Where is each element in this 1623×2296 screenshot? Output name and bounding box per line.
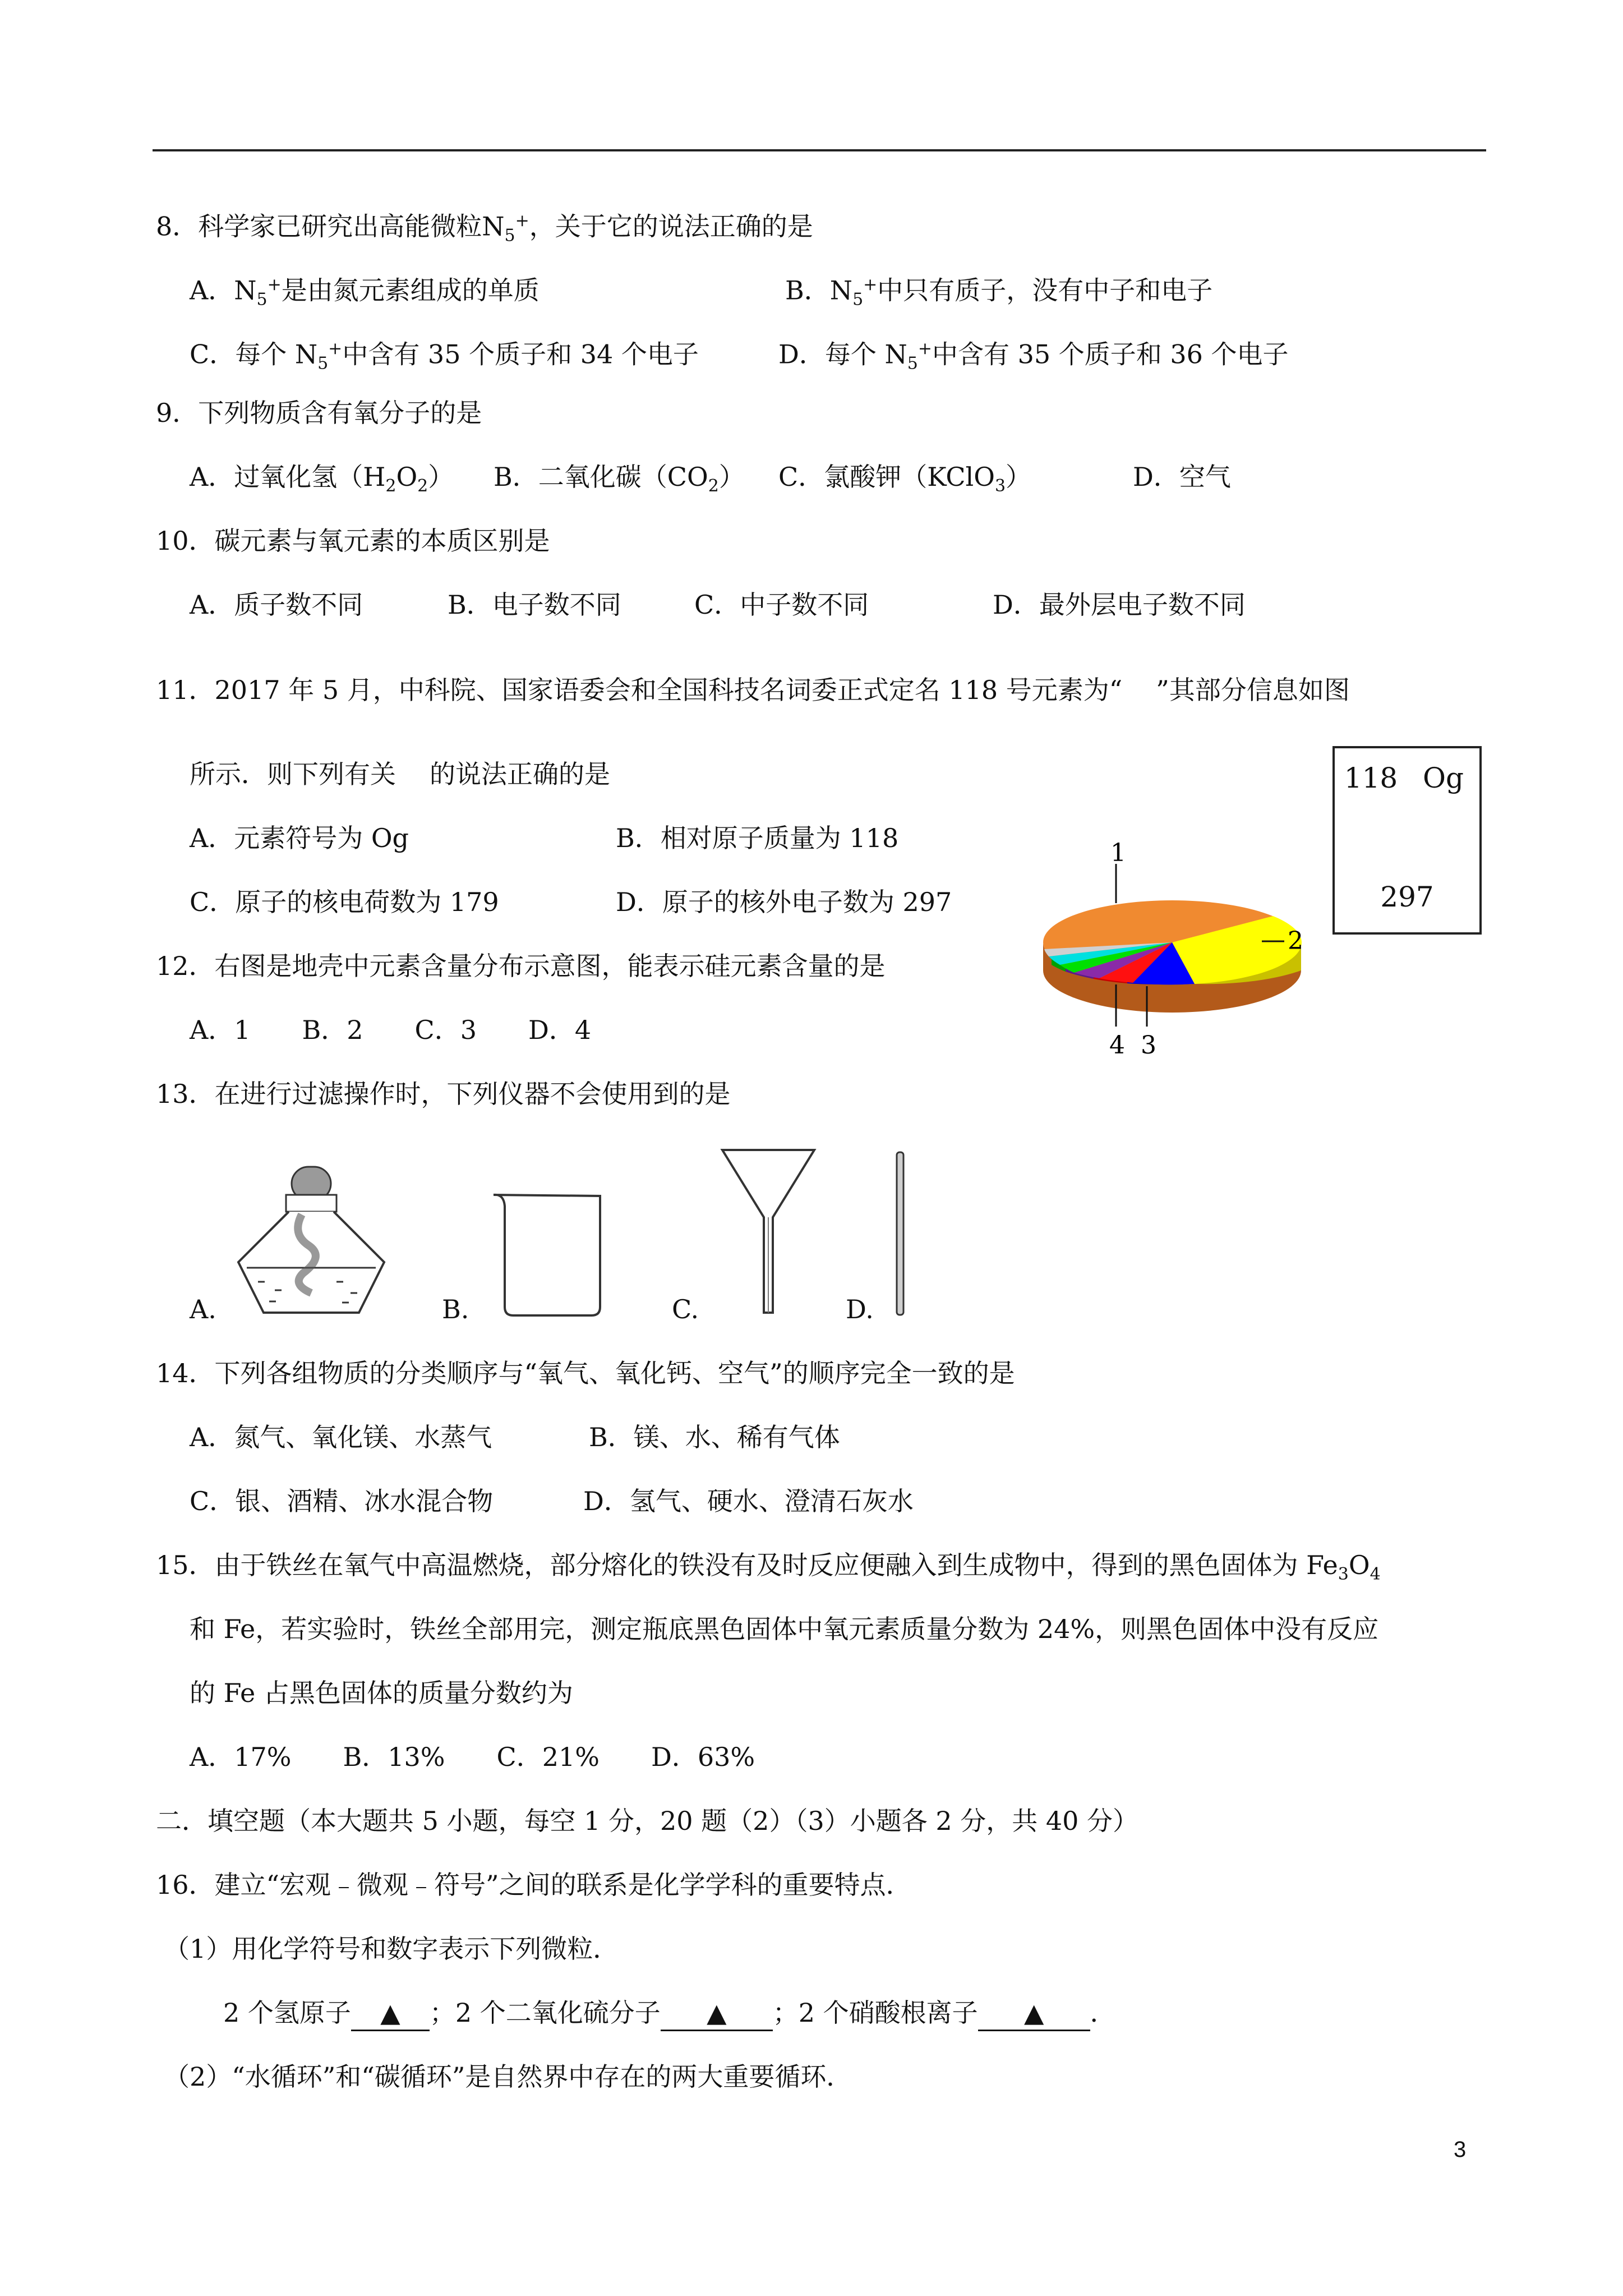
q8-option-d: D．每个 $N_5^+$中含有 35 个质子和 36 个电子 — [778, 339, 1289, 374]
q10-option-a: A．质子数不同 — [190, 590, 363, 620]
beaker-illustration — [488, 1189, 617, 1318]
q11-option-b: B．相对原子质量为 118 — [616, 823, 899, 853]
q13-option-c: C. — [672, 1294, 699, 1324]
answer-blank-1[interactable]: ▲ — [351, 1996, 430, 2031]
pie-label-2: 2 — [1288, 927, 1303, 955]
atomic-number: 118 — [1344, 762, 1398, 794]
q14-option-b: B．镁、水、稀有气体 — [589, 1422, 840, 1452]
answer-blank-2[interactable]: ▲ — [661, 1996, 773, 2031]
q14-option-a: A．氮气、氧化镁、水蒸气 — [190, 1422, 492, 1452]
q16-part1: （1）用化学符号和数字表示下列微粒． — [164, 1934, 619, 1964]
q9-option-b: B．二氧化碳$(CO_2)$ — [494, 462, 745, 496]
pie-label-3: 3 — [1141, 1031, 1156, 1060]
pie-label-1: 1 — [1110, 841, 1126, 867]
q14-option-c: C．银、酒精、冰水混合物 — [190, 1486, 494, 1516]
q11-option-a: A．元素符号为 Og — [190, 823, 409, 853]
q9-option-d: D．空气 — [1133, 462, 1231, 492]
crust-element-pie-chart — [1026, 841, 1318, 1088]
q12-options: A．1 B．2 C．3 D．4 — [190, 1015, 592, 1045]
answer-blank-3[interactable]: ▲ — [978, 1996, 1090, 2031]
q14-stem: 14．下列各组物质的分类顺序与“氧气、氧化钙、空气”的顺序完全一致的是 — [156, 1358, 1015, 1388]
q9-option-c: C．氯酸钾（KClO$_3$） — [778, 462, 1032, 496]
glass-rod-illustration — [892, 1150, 909, 1318]
page-number: 3 — [1454, 2137, 1467, 2162]
q12-stem: 12．右图是地壳中元素含量分布示意图，能表示硅元素含量的是 — [156, 951, 886, 981]
atomic-mass: 297 — [1380, 881, 1434, 913]
q8-option-a: A．$N_5^+$是由氮元素组成的单质 — [190, 275, 540, 310]
q8-option-b: B．$N_5^+$中只有质子，没有中子和电子 — [785, 275, 1213, 310]
q14-option-d: D．氢气、硬水、澄清石灰水 — [583, 1486, 914, 1516]
element-symbol: Og — [1423, 762, 1464, 794]
q8-stem: 8．科学家已研究出高能微粒$N_5^+$，关于它的说法正确的是 — [156, 211, 813, 246]
q16-stem: 16．建立“宏观﹣微观﹣符号”之间的联系是化学学科的重要特点． — [156, 1870, 912, 1900]
q15-line3: 的 Fe 占黑色固体的质量分数约为 — [190, 1678, 573, 1708]
header-rule — [153, 149, 1486, 151]
q13-option-a: A. — [190, 1294, 216, 1324]
q10-stem: 10．碳元素与氧元素的本质区别是 — [156, 526, 550, 556]
q11-stem-line2: 所示．则下列有关 的说法正确的是 — [190, 759, 610, 789]
alcohol-lamp-illustration — [230, 1161, 393, 1318]
q10-option-b: B．电子数不同 — [448, 590, 621, 620]
pie-label-4: 4 — [1109, 1031, 1125, 1060]
q9-option-a: A．过氧化氢$(H_2O_2)$ — [190, 462, 454, 496]
funnel-illustration — [718, 1144, 819, 1318]
q10-option-c: C．中子数不同 — [694, 590, 869, 620]
q9-stem: 9．下列物质含有氧分子的是 — [156, 398, 482, 428]
q15-line1: 15．由于铁丝在氧气中高温燃烧，部分熔化的铁没有及时反应便融入到生成物中，得到的黑色固体为 $Fe_3O_4$ — [156, 1550, 1381, 1585]
q13-stem: 13．在进行过滤操作时，下列仪器不会使用到的是 — [156, 1079, 731, 1109]
q16-part2: （2）“水循环”和“碳循环”是自然界中存在的两大重要循环． — [164, 2062, 852, 2092]
q11-stem-line1: 11．2017 年 5 月，中科院、国家语委会和全国科技名词委正式定名 118 号元素为“ ”其部分信息如图 — [156, 675, 1350, 705]
q16-fill-line: 2 个氢原子 ▲ ；2 个二氧化硫分子 ▲ ；2 个硝酸根离子 ▲ ． — [223, 1996, 1116, 2031]
q13-option-d: D. — [846, 1294, 874, 1324]
q15-line2: 和 Fe，若实验时，铁丝全部用完，测定瓶底黑色固体中氧元素质量分数为 24%，则黑色固体中没有反应 — [190, 1614, 1379, 1644]
q15-options: A．17% B．13% C．21% D．63% — [190, 1742, 755, 1772]
q11-option-d: D．原子的核外电子数为 297 — [616, 887, 952, 917]
q10-option-d: D．最外层电子数不同 — [993, 590, 1246, 620]
q13-option-b: B. — [442, 1294, 469, 1324]
element-info-card — [1332, 746, 1482, 935]
section-2-heading: 二．填空题（本大题共 5 小题，每空 1 分，20 题（2）（3）小题各 2 分，共 40 分） — [156, 1806, 1138, 1836]
q8-option-c: C．每个 $N_5^+$中含有 35 个质子和 34 个电子 — [190, 339, 699, 374]
q11-option-c: C．原子的核电荷数为 179 — [190, 887, 499, 917]
